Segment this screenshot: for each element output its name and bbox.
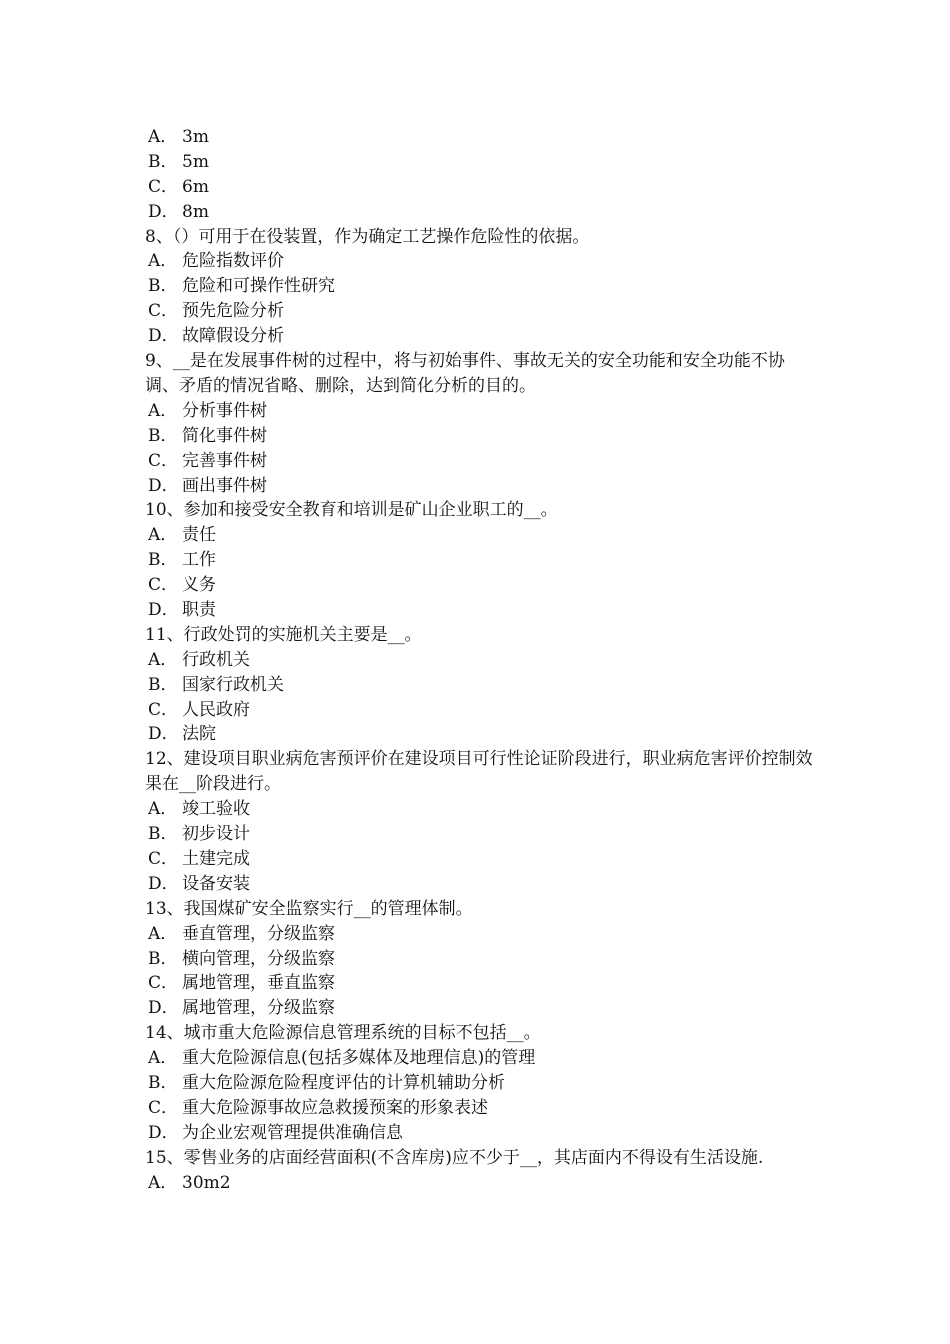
option-letter: A．	[148, 400, 178, 421]
option-text: 责任	[182, 525, 216, 546]
question-text: 8、（）可用于在役装置，作为确定工艺操作危险性的依据。	[145, 226, 590, 247]
question-text: 11、行政处罚的实施机关主要是__。	[145, 624, 422, 645]
option-item	[145, 1121, 815, 1146]
option-letter: A．	[148, 1172, 178, 1193]
option-item	[145, 698, 815, 723]
question-text: 15、零售业务的店面经营面积(不含库房)应不少于__，其店面内不得设有生活设施.	[145, 1147, 764, 1168]
option-text: 人民政府	[182, 699, 250, 720]
option-letter: D．	[148, 724, 179, 745]
question-text: 10、参加和接受安全教育和培训是矿山企业职工的__。	[145, 500, 558, 521]
question-text: 9、__是在发展事件树的过程中，将与初始事件、事故无关的安全功能和安全功能不协调、矛盾的情况省略、删除，达到简化分析的目的。	[145, 351, 785, 396]
option-letter: D．	[148, 998, 179, 1019]
option-item	[145, 474, 815, 499]
option-item	[145, 399, 815, 424]
option-text: 行政机关	[182, 649, 250, 670]
option-letter: D．	[148, 599, 179, 620]
option-letter: C．	[148, 699, 179, 720]
option-item	[145, 150, 815, 175]
option-text: 6m	[182, 176, 209, 197]
option-item	[145, 249, 815, 274]
question-block	[145, 498, 815, 622]
option-item	[145, 424, 815, 449]
option-item	[145, 847, 815, 872]
option-text: 危险指数评价	[182, 251, 284, 272]
option-item	[145, 573, 815, 598]
option-text: 义务	[182, 575, 216, 596]
option-letter: B．	[148, 824, 178, 845]
option-letter: D．	[148, 475, 179, 496]
option-letter: A．	[148, 525, 178, 546]
option-item	[145, 673, 815, 698]
option-item	[145, 324, 815, 349]
option-letter: D．	[148, 326, 179, 347]
option-text: 重大危险源危险程度评估的计算机辅助分析	[182, 1072, 505, 1093]
option-text: 重大危险源事故应急救援预案的形象表述	[182, 1097, 488, 1118]
option-text: 30m2	[182, 1172, 231, 1193]
option-letter: A．	[148, 251, 178, 272]
option-text: 分析事件树	[182, 400, 267, 421]
option-item	[145, 175, 815, 200]
option-letter: D．	[148, 1122, 179, 1143]
option-text: 危险和可操作性研究	[182, 276, 335, 297]
document-page	[145, 125, 815, 1195]
option-letter: B．	[148, 674, 178, 695]
option-text: 重大危险源信息(包括多媒体及地理信息)的管理	[182, 1048, 536, 1069]
option-text: 横向管理，分级监察	[182, 948, 335, 969]
option-item	[145, 548, 815, 573]
option-text: 设备安装	[182, 873, 250, 894]
question-text: 14、城市重大危险源信息管理系统的目标不包括__。	[145, 1023, 541, 1044]
option-item	[145, 648, 815, 673]
question-text: 13、我国煤矿安全监察实行__的管理体制。	[145, 898, 473, 919]
option-letter: C．	[148, 176, 179, 197]
option-item	[145, 1096, 815, 1121]
option-letter: B．	[148, 948, 178, 969]
option-item	[145, 797, 815, 822]
option-letter: A．	[148, 127, 178, 147]
option-text: 法院	[182, 724, 216, 745]
option-list	[145, 125, 815, 225]
option-text: 属地管理，垂直监察	[182, 973, 335, 994]
question-block	[145, 349, 815, 498]
option-letter: C．	[148, 450, 179, 471]
option-item	[145, 1046, 815, 1071]
option-text: 国家行政机关	[182, 674, 284, 695]
option-text: 完善事件树	[182, 450, 267, 471]
option-letter: C．	[148, 1097, 179, 1118]
option-letter: A．	[148, 923, 178, 944]
question-block	[145, 747, 815, 896]
option-item	[145, 200, 815, 225]
option-letter: A．	[148, 1048, 178, 1069]
option-item	[145, 1071, 815, 1096]
option-letter: A．	[148, 799, 178, 820]
option-letter: D．	[148, 873, 179, 894]
option-text: 画出事件树	[182, 475, 267, 496]
option-text: 工作	[182, 550, 216, 571]
option-item	[145, 872, 815, 897]
option-letter: B．	[148, 276, 178, 297]
option-text: 简化事件树	[182, 425, 267, 446]
option-letter: C．	[148, 301, 179, 322]
option-item	[145, 922, 815, 947]
option-text: 预先危险分析	[182, 301, 284, 322]
option-text: 土建完成	[182, 848, 250, 869]
option-text: 职责	[182, 599, 216, 620]
option-text: 3m	[182, 127, 209, 147]
option-letter: C．	[148, 973, 179, 994]
option-item	[145, 971, 815, 996]
option-letter: C．	[148, 848, 179, 869]
option-letter: A．	[148, 649, 178, 670]
option-text: 初步设计	[182, 824, 250, 845]
question-block	[145, 1021, 815, 1145]
option-text: 垂直管理，分级监察	[182, 923, 335, 944]
option-item	[145, 274, 815, 299]
option-text: 为企业宏观管理提供准确信息	[182, 1122, 403, 1143]
option-text: 故障假设分析	[182, 326, 284, 347]
option-letter: D．	[148, 201, 179, 222]
option-item	[145, 822, 815, 847]
option-letter: C．	[148, 575, 179, 596]
question-block	[145, 623, 815, 747]
option-text: 属地管理，分级监察	[182, 998, 335, 1019]
question-text: 12、建设项目职业病危害预评价在建设项目可行性论证阶段进行，职业病危害评价控制效果在__阶段进行。	[145, 749, 813, 795]
option-item	[145, 449, 815, 474]
option-item	[145, 722, 815, 747]
option-item	[145, 598, 815, 623]
option-item	[145, 996, 815, 1021]
question-block	[145, 897, 815, 1021]
option-item	[145, 1171, 815, 1196]
option-item	[145, 947, 815, 972]
option-item	[145, 125, 815, 150]
option-text: 5m	[182, 151, 209, 172]
option-text: 竣工验收	[182, 799, 250, 820]
option-item	[145, 523, 815, 548]
option-letter: B．	[148, 425, 178, 446]
option-letter: B．	[148, 151, 178, 172]
option-item	[145, 299, 815, 324]
question-block	[145, 225, 815, 349]
option-letter: B．	[148, 1072, 178, 1093]
option-text: 8m	[182, 201, 209, 222]
question-block	[145, 1146, 815, 1196]
option-letter: B．	[148, 550, 178, 571]
